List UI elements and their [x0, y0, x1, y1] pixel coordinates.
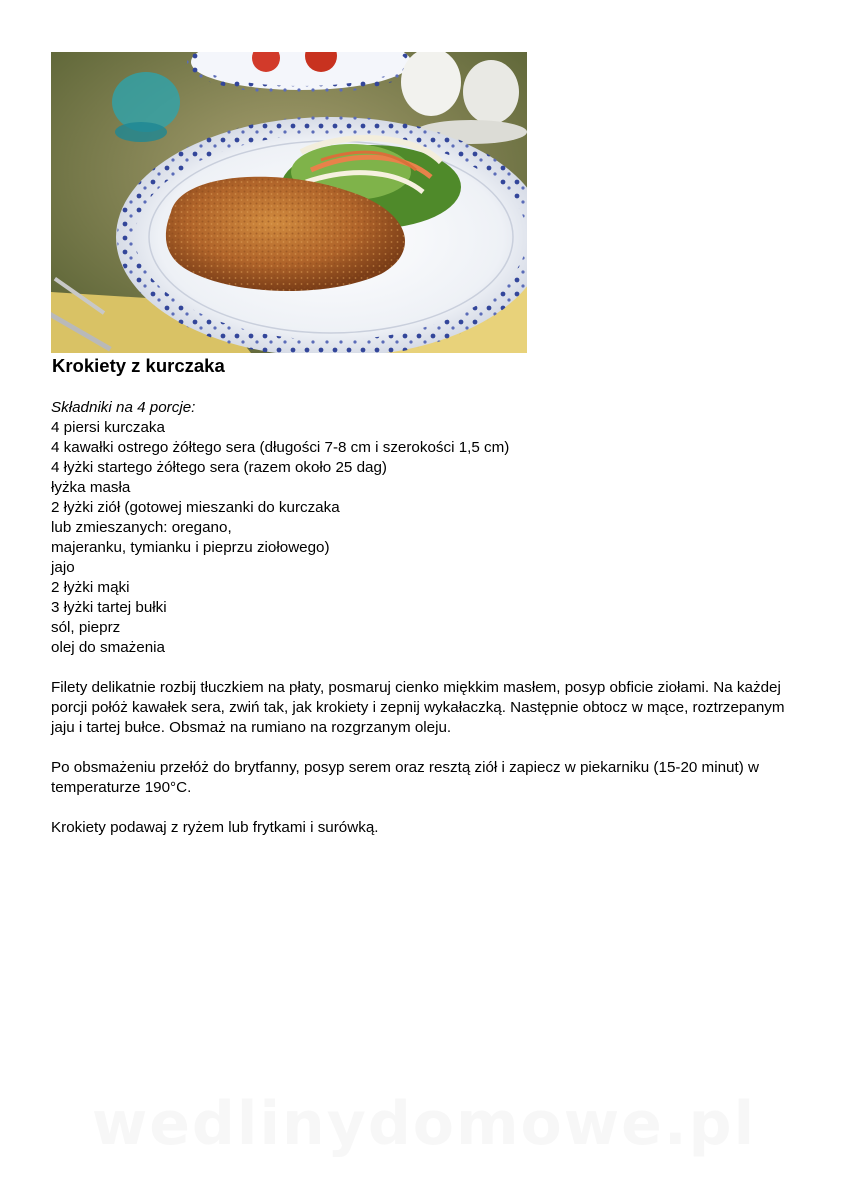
recipe-body — [51, 398, 811, 838]
ingredients-heading: Składniki na 4 porcje: — [51, 399, 196, 416]
ingredient-item: 2 łyżki mąki — [51, 579, 130, 596]
ingredient-item: majeranku, tymianku i pieprzu ziołowego) — [51, 539, 330, 556]
recipe-title: Krokiety z kurczaka — [52, 355, 225, 376]
ingredient-item: lub zmieszanych: oregano, — [51, 519, 232, 536]
instruction-paragraph: Po obsmażeniu przełóż do brytfanny, posyp serem oraz resztą ziół i zapiecz w piekarniku (15-20 minut) w temperaturze 190°C. — [51, 759, 759, 796]
ingredient-item: olej do smażenia — [51, 639, 165, 656]
ingredient-item: jajo — [51, 559, 75, 576]
instruction-paragraph: Filety delikatnie rozbij tłuczkiem na płaty, posmaruj cienko miękkim masłem, posyp obficie ziołami. Na każdej porcji połóż kawałek sera, zwiń tak, jak krokiety i zepnij wykałaczką. Następnie obtocz w mące, roztrzepanym jaju i tartej bułce. Obsmaż na rumiano na rozgrzanym oleju. — [51, 679, 785, 736]
ingredient-item: łyżka masła — [51, 479, 131, 496]
watermark: wedlinydomowe.pl — [91, 1089, 757, 1159]
ingredient-item: 3 łyżki tartej bułki — [51, 599, 167, 616]
ingredient-item: 4 piersi kurczaka — [51, 419, 165, 436]
ingredient-item: 4 kawałki ostrego żółtego sera (długości 7-8 cm i szerokości 1,5 cm) — [51, 439, 510, 456]
ingredient-item: 2 łyżki ziół (gotowej mieszanki do kurczaka — [51, 499, 340, 516]
recipe-photo — [51, 52, 527, 353]
ingredient-item: sól, pieprz — [51, 619, 121, 636]
instruction-paragraph: Krokiety podawaj z ryżem lub frytkami i surówką. — [51, 819, 379, 836]
ingredients-list — [51, 418, 811, 658]
ingredient-item: 4 łyżki startego żółtego sera (razem około 25 dag) — [51, 459, 387, 476]
